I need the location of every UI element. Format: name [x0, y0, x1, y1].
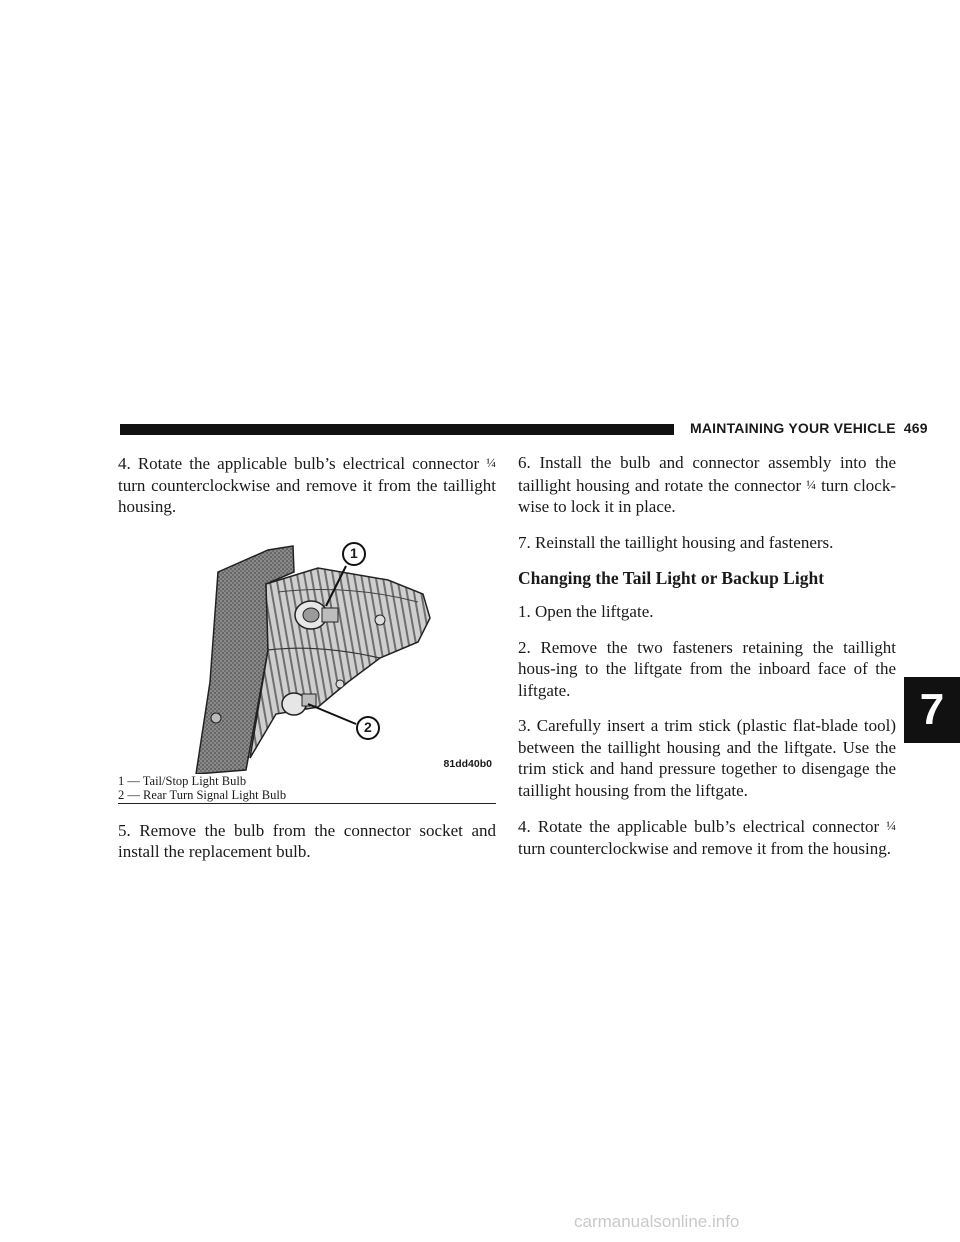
legend-item-1: 1 — Tail/Stop Light Bulb — [118, 773, 247, 788]
section-subheading: Changing the Tail Light or Backup Light — [518, 568, 825, 588]
taillight-figure — [118, 532, 496, 774]
step-4-paragraph — [118, 452, 496, 518]
step-6-paragraph — [518, 452, 896, 518]
taillight-bulb-illustration — [118, 532, 496, 774]
tail-step-4-text-end: turn counterclockwise and remove it from the housing. — [518, 838, 891, 858]
legend-item-2: 2 — Rear Turn Signal Light Bulb — [118, 787, 287, 802]
quarter-fraction: ¼ — [806, 476, 816, 492]
step-6-text-end: turn clock-wise to lock it in place. — [518, 475, 896, 516]
figure-legend — [118, 774, 496, 804]
step-7-paragraph: 7. Reinstall the taillight housing and fasteners. — [518, 532, 834, 552]
step-4-text-end: turn counterclockwise and remove it from the taillight housing. — [118, 475, 496, 516]
watermark: carmanualsonline.info — [574, 1212, 740, 1231]
tail-step-4 — [518, 815, 896, 859]
chapter-tab: 7 — [904, 677, 960, 743]
right-column — [518, 452, 896, 873]
running-header — [690, 420, 928, 436]
callout-1: 1 — [350, 544, 358, 561]
tail-step-3: 3. Carefully insert a trim stick (plastic flat-blade tool) between the taillight housing and the liftgate. Use the trim stick and hand pressure together to disengage the taillight housing from the liftgate. — [518, 716, 896, 800]
callout-2: 2 — [364, 718, 372, 735]
step-5-paragraph: 5. Remove the bulb from the connector socket and install the replacement bulb. — [118, 820, 496, 861]
figure-code: 81dd40b0 — [443, 757, 492, 770]
step-4-text: 4. Rotate the applicable bulb’s electrical connector — [118, 454, 487, 473]
page-number: 469 — [903, 420, 928, 436]
tail-step-1: 1. Open the liftgate. — [518, 602, 654, 621]
quarter-fraction: ¼ — [886, 818, 896, 833]
quarter-fraction: ¼ — [486, 455, 496, 470]
tail-step-2: 2. Remove the two fasteners retaining the taillight hous-ing to the liftgate from the inboard face of the liftgate. — [518, 637, 896, 700]
header-rule — [120, 424, 674, 435]
left-column — [118, 452, 496, 877]
tail-step-4-text: 4. Rotate the applicable bulb’s electrical connector — [518, 817, 887, 836]
step-6-text: 6. Install the bulb and connector assembly into the taillight housing and rotate the connector — [518, 453, 896, 495]
section-title: MAINTAINING YOUR VEHICLE — [690, 420, 896, 436]
